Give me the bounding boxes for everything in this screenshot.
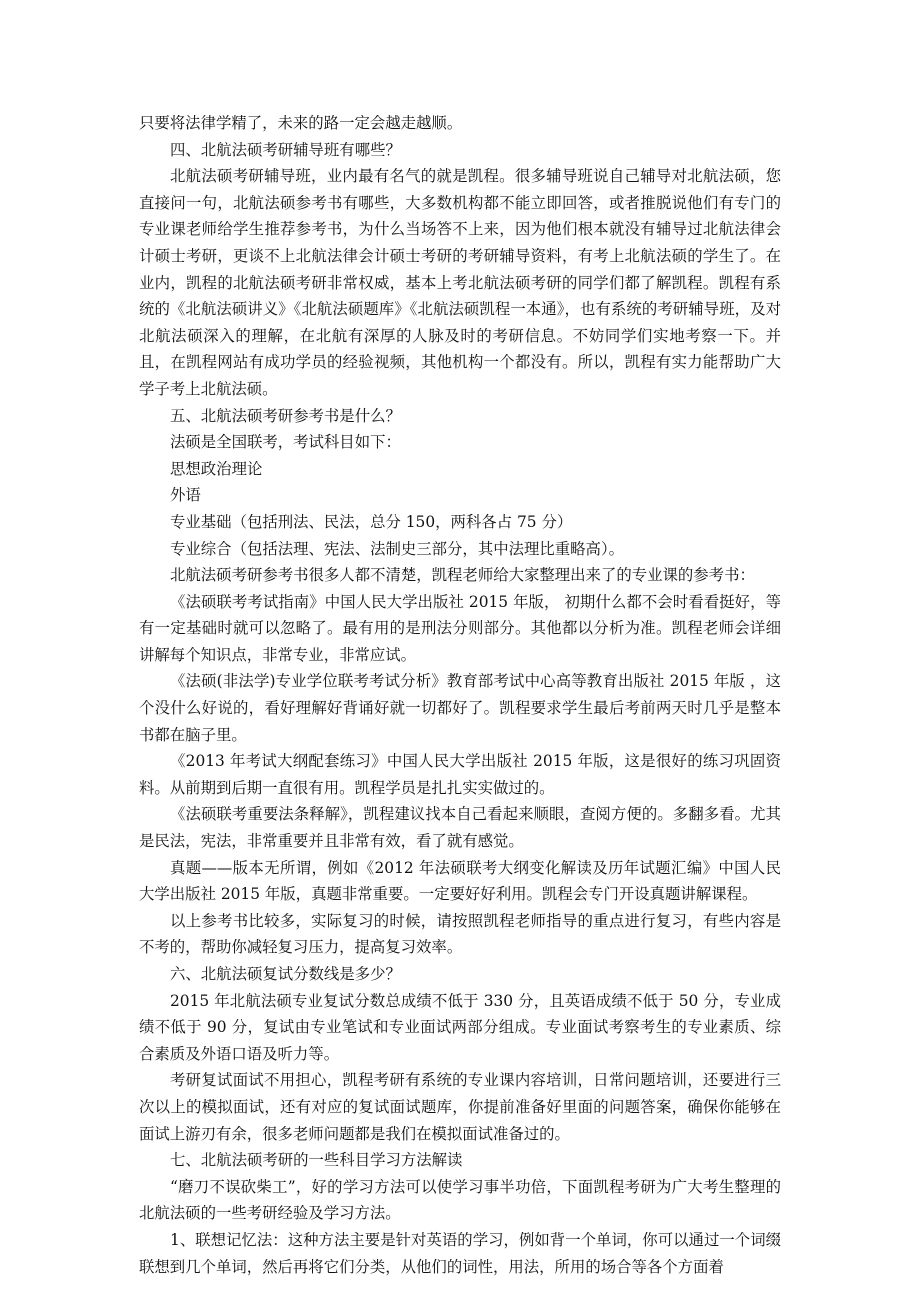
reference-book-guide: 《法硕联考考试指南》中国人民大学出版社 2015 年版， 初期什么都不会时看看挺好，等有一定基础时就可以忽略了。最有用的是刑法分则部分。其他都以分析为准。凯程老师会详细讲解每个知识点，非常专业，非常应试。 (139, 592, 781, 664)
section-heading-5: 五、北航法硕考研参考书是什么？ (170, 406, 401, 425)
paragraph-reference-books-intro: 北航法硕考研参考书很多人都不清楚，凯程老师给大家整理出来了的专业课的参考书： (170, 566, 755, 585)
paragraph-exam-subjects-intro: 法硕是全国联考，考试科目如下： (170, 433, 401, 452)
document-page (139, 110, 781, 1280)
section-heading-7: 七、北航法硕考研的一些科目学习方法解读 (170, 1151, 463, 1170)
subject-professional-basics: 专业基础（包括刑法、民法，总分 150，两科各占 75 分） (170, 512, 573, 531)
section-heading-4: 四、北航法硕考研辅导班有哪些？ (170, 140, 401, 159)
reference-book-exercises: 《2013 年考试大纲配套练习》中国人民大学出版社 2015 年版，这是很好的练习巩固资料。从前期到后期一直很有用。凯程学员是扎扎实实做过的。 (139, 752, 781, 797)
subject-professional-comprehensive: 专业综合（包括法理、宪法、法制史三部分，其中法理比重略高）。 (170, 539, 625, 558)
paragraph-continuation: 只要将法律学精了，未来的路一定会越走越顺。 (139, 114, 463, 132)
subject-foreign-language: 外语 (170, 486, 201, 505)
subject-politics: 思想政治理论 (170, 459, 263, 478)
paragraph-reference-summary: 以上参考书比较多，实际复习的时候，请按照凯程老师指导的重点进行复习，有些内容是不考的，帮助你减轻复习压力，提高复习效率。 (139, 911, 781, 957)
paragraph-retest-scores: 2015 年北航法硕专业复试分数总成绩不低于 330 分，且英语成绩不低于 50 分，专业成绩不低于 90 分，复试由专业笔试和专业面试两部分组成。专业面试考察考生的专业素质、综合素质及外语口语及听力等。 (139, 991, 781, 1063)
section-heading-6: 六、北航法硕复试分数线是多少？ (170, 965, 401, 983)
paragraph-study-methods-intro: “磨刀不误砍柴工”，好的学习方法可以使学习事半功倍，下面凯程考研为广大考生整理的北航法硕的一些考研经验及学习方法。 (139, 1177, 781, 1223)
reference-book-analysis: 《法硕(非法学)专业学位联考考试分析》教育部考试中心高等教育出版社 2015 年版 ，这个没什么好说的，看好理解好背诵好就一切都好了。凯程要求学生最后考前两天时几乎是整本书都在脑子里。 (139, 672, 781, 744)
paragraph-tutoring-intro: 北航法硕考研辅导班，业内最有名气的就是凯程。很多辅导班说自己辅导对北航法硕，您直接问一句，北航法硕参考书有哪些，大多数机构都不能立即回答，或者推脱说他们有专门的专业课老师给学生推荐参考书，为什么当场答不上来，因为他们根本就没有辅导过北航法律会计硕士考研，更谈不上北航法律会计硕士考研的考研辅导资料，有考上北航法硕的学生了。在业内，凯程的北航法硕考研非常权威，基本上考北航法硕考研的同学们都了解凯程。凯程有系统的《北航法硕讲义》《北航法硕题库》《北航法硕凯程一本通》，也有系统的考研辅导班，及对北航法硕深入的理解，在北航有深厚的人脉及时的考研信息。不妨同学们实地考察一下。并且，在凯程网站有成功学员的经验视频，其他机构一个都没有。所以，凯程有实力能帮助广大学子考上北航法硕。 (139, 167, 781, 398)
reference-book-law-articles: 《法硕联考重要法条释解》，凯程建议找本自己看起来顺眼，查阅方便的。多翻多看。尤其是民法，宪法，非常重要并且非常有效，看了就有感觉。 (139, 805, 781, 851)
reference-book-past-exams: 真题——版本无所谓，例如《2012 年法硕联考大纲变化解读及历年试题汇编》中国人民大学出版社 2015 年版，真题非常重要。一定要好好利用。凯程会专门开设真题讲解课程。 (139, 858, 781, 904)
paragraph-interview-prep: 考研复试面试不用担心，凯程考研有系统的专业课内容培训，日常问题培训，还要进行三次以上的模拟面试，还有对应的复试面试题库，你提前准备好里面的问题答案，确保你能够在面试上游刃有余，很多老师问题都是我们在模拟面试准备过的。 (139, 1071, 781, 1143)
paragraph-association-memory: 1、联想记忆法：这种方法主要是针对英语的学习，例如背一个单词，你可以通过一个词缀联想到几个单词，然后再将它们分类，从他们的词性，用法，所用的场合等各个方面着 (139, 1230, 781, 1276)
